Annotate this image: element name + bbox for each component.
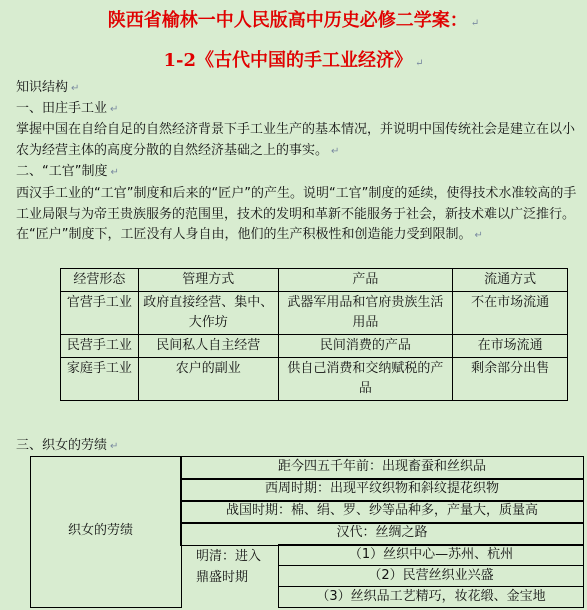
ming-qing-item: （3）丝织品工艺精巧，妆花缎、金宝地 bbox=[278, 586, 584, 608]
section-1-body bbox=[16, 120, 582, 162]
table-header-cell: 经营形态 bbox=[61, 269, 139, 292]
table-cell: 官营手工业 bbox=[61, 292, 139, 335]
table-cell: 农户的副业 bbox=[138, 358, 278, 401]
section-2-heading bbox=[16, 162, 119, 183]
paragraph-mark: ↵ bbox=[415, 58, 424, 69]
table-row bbox=[61, 335, 568, 358]
table-row bbox=[61, 358, 568, 401]
silk-history-item: 战国时期：棉、绢、罗、纱等品种多，产量大，质量高 bbox=[180, 500, 584, 524]
table-cell: 在市场流通 bbox=[453, 335, 568, 358]
table-cell: 政府直接经营、集中、大作坊 bbox=[138, 292, 278, 335]
section-1-heading bbox=[16, 99, 118, 120]
table-header-row bbox=[61, 269, 568, 292]
paragraph-mark: ↵ bbox=[110, 441, 119, 452]
table-header-cell: 管理方式 bbox=[138, 269, 278, 292]
knowledge-structure-text: 知识结构 bbox=[16, 80, 69, 95]
ming-qing-label: 明清：进入鼎盛时期 bbox=[196, 549, 262, 585]
paragraph-mark: ↵ bbox=[110, 104, 119, 115]
paragraph-mark: ↵ bbox=[474, 230, 483, 241]
table-cell: 民间消费的产品 bbox=[278, 335, 453, 358]
title-text: 1-2《古代中国的手工业经济》 bbox=[163, 50, 413, 71]
ming-qing-item: （2）民营丝织业兴盛 bbox=[278, 565, 584, 587]
section-2-body bbox=[16, 184, 582, 247]
section-3-heading-text: 三、织女的劳绩 bbox=[16, 438, 108, 453]
table-cell: 供自己消费和交纳赋税的产品 bbox=[278, 358, 453, 401]
handicraft-system-table bbox=[60, 268, 568, 401]
knowledge-structure-label bbox=[16, 78, 79, 99]
table-header-cell: 产品 bbox=[278, 269, 453, 292]
table-cell: 武器军用品和官府贵族生活用品 bbox=[278, 292, 453, 335]
table-cell: 不在市场流通 bbox=[453, 292, 568, 335]
silk-history-item: 距今四五千年前：出现畜蚕和丝织品 bbox=[180, 456, 584, 480]
title-line-1 bbox=[0, 6, 587, 32]
paragraph-mark: ↵ bbox=[71, 83, 80, 94]
table-header-cell: 流通方式 bbox=[453, 269, 568, 292]
paragraph-mark: ↵ bbox=[331, 145, 340, 157]
paragraph-mark: ↵ bbox=[470, 18, 480, 29]
table-cell: 民间私人自主经营 bbox=[138, 335, 278, 358]
silk-history-item: 汉代：丝绸之路 bbox=[180, 522, 584, 546]
section-1-heading-text: 一、田庄手工业 bbox=[16, 101, 108, 116]
section-3-heading bbox=[16, 436, 118, 457]
paragraph-mark: ↵ bbox=[110, 167, 119, 178]
silk-history-label: 织女的劳绩 bbox=[68, 523, 134, 538]
table-row bbox=[61, 292, 568, 335]
section-2-heading-text: 二、“工官”制度 bbox=[16, 164, 108, 179]
ming-qing-label-box bbox=[180, 544, 278, 606]
section-1-body-text: 掌握中国在自给自足的自然经济背景下手工业生产的基本情况，并说明中国传统社会是建立在以小农为经营主体的高度分散的自然经济基础之上的事实。 bbox=[16, 122, 576, 158]
table-cell: 家庭手工业 bbox=[61, 358, 139, 401]
silk-history-item: 西周时期：出现平纹织物和斜纹提花织物 bbox=[180, 478, 584, 502]
table-cell: 剩余部分出售 bbox=[453, 358, 568, 401]
ming-qing-item: （1）丝织中心—苏州、杭州 bbox=[278, 544, 584, 566]
title-line-2 bbox=[0, 46, 587, 72]
title-text: 陕西省榆林一中人民版高中历史必修二学案： bbox=[107, 10, 468, 31]
section-2-body-text: 西汉手工业的“工官”制度和后来的“匠户”的产生。说明“工官”制度的延续，使得技术水准较高的手工业局限与为帝王贵族服务的范围里，技术的发明和革新不能服务于社会，新技术难以广泛推行。在“匠户”制度下，工匠没有人身自由，他们的生产积极性和创造能力受到限制。 bbox=[16, 186, 577, 242]
table-cell: 民营手工业 bbox=[61, 335, 139, 358]
